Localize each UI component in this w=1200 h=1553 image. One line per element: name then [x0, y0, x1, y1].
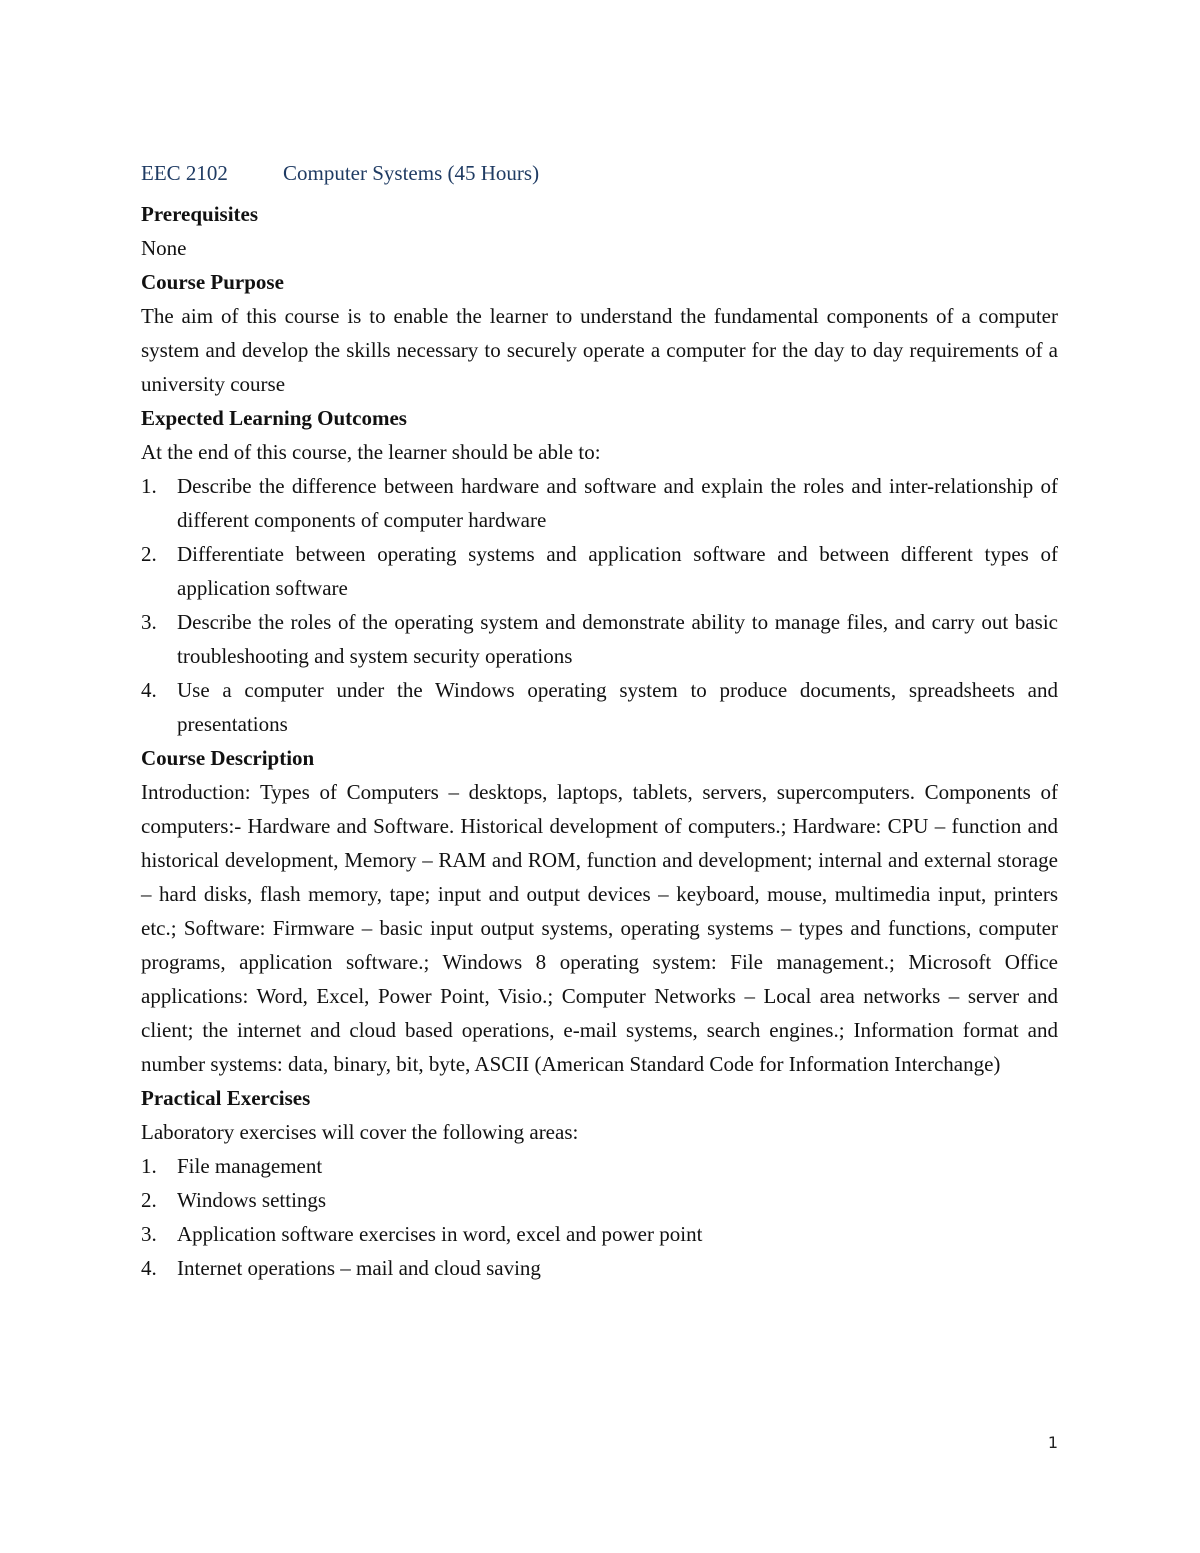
course-purpose-heading: Course Purpose — [141, 270, 284, 294]
list-item-text: Windows settings — [177, 1188, 327, 1212]
list-item-number: 1. — [141, 1154, 157, 1178]
list-item-text: Differentiate between operating systems and application software and between different types of application software — [177, 542, 1058, 600]
list-item-text: Use a computer under the Windows operating system to produce documents, spreadsheets and presentations — [177, 678, 1058, 736]
list-item-number: 1. — [141, 474, 157, 498]
list-item-number: 3. — [141, 610, 157, 634]
list-item — [141, 1149, 1058, 1183]
practical-exercises-heading: Practical Exercises — [141, 1086, 311, 1110]
list-item-number: 2. — [141, 542, 157, 566]
practical-exercises-list — [141, 1149, 1058, 1285]
learning-outcomes-intro: At the end of this course, the learner should be able to: — [141, 440, 601, 464]
list-item — [141, 1251, 1058, 1285]
list-item — [141, 537, 1058, 605]
list-item — [141, 673, 1058, 741]
list-item-text: File management — [177, 1154, 323, 1178]
list-item-text: Describe the roles of the operating system and demonstrate ability to manage files, and carry out basic troubleshooting and system security operations — [177, 610, 1058, 668]
list-item-text: Application software exercises in word, excel and power point — [177, 1222, 703, 1246]
course-description-text: Introduction: Types of Computers – desktops, laptops, tablets, servers, supercomputers. Components of computers:- Hardware and Software. Historical development of computers.; Hardware: CPU – function and historical development, Memory – RAM and ROM, function and development; internal and external storage – hard disks, flash memory, tape; input and output devices – keyboard, mouse, multimedia input, printers etc.; Software: Firmware – basic input output systems, operating systems – types and functions, computer programs, application software.; Windows 8 operating system: File management.; Microsoft Office applications: Word, Excel, Power Point, Visio.; Computer Networks – Local area networks – server and client; the internet and cloud based operations, e-mail systems, search engines.; Information format and number systems: data, binary, bit, byte, ASCII (American Standard Code for Information Interchange) — [141, 780, 1058, 1076]
course-title — [141, 158, 539, 188]
list-item — [141, 1217, 1058, 1251]
list-item-number: 4. — [141, 678, 157, 702]
course-code: EEC 2102 — [141, 161, 228, 185]
list-item-text: Internet operations – mail and cloud saving — [177, 1256, 541, 1280]
practical-exercises-intro: Laboratory exercises will cover the following areas: — [141, 1120, 579, 1144]
course-description-heading: Course Description — [141, 746, 315, 770]
prerequisites-heading: Prerequisites — [141, 202, 259, 226]
prerequisites-text: None — [141, 236, 187, 260]
list-item — [141, 1183, 1058, 1217]
learning-outcomes-list — [141, 469, 1058, 741]
list-item-number: 2. — [141, 1188, 157, 1212]
learning-outcomes-heading: Expected Learning Outcomes — [141, 406, 407, 430]
list-item-number: 3. — [141, 1222, 157, 1246]
list-item-text: Describe the difference between hardware and software and explain the roles and inter-relationship of different components of computer hardware — [177, 474, 1058, 532]
list-item-number: 4. — [141, 1256, 157, 1280]
document-body — [141, 197, 1058, 1285]
course-name: Computer Systems (45 Hours) — [283, 161, 540, 185]
page-number: 1 — [1047, 1433, 1058, 1452]
course-purpose-text: The aim of this course is to enable the learner to understand the fundamental components of a computer system and develop the skills necessary to securely operate a computer for the day to day requirements of a university course — [141, 304, 1058, 396]
list-item — [141, 469, 1058, 537]
list-item — [141, 605, 1058, 673]
